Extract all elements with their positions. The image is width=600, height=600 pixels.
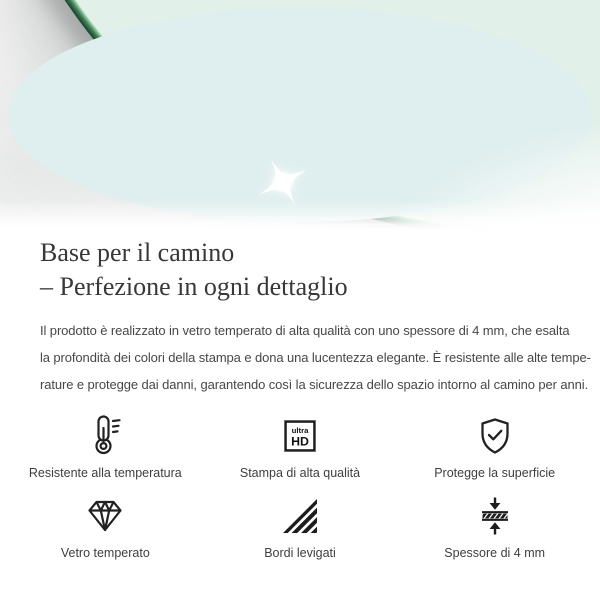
feature-label: Resistente alla temperatura — [28, 466, 182, 480]
ultra-hd-text-bottom: HD — [291, 434, 309, 449]
feature-label: Vetro temperato — [60, 546, 150, 560]
ultra-hd-text-top: ultra — [291, 426, 309, 436]
page-title — [0, 236, 600, 304]
shield-check-icon — [475, 413, 515, 459]
product-description — [0, 317, 600, 398]
product-photo — [0, 0, 600, 230]
polished-edges-icon — [281, 493, 319, 539]
feature-label: Protegge la superficie — [434, 466, 556, 480]
feature-temperature — [8, 413, 203, 480]
feature-thickness — [397, 493, 592, 560]
title-line-2: – Perfezione in ogni dettaglio — [40, 272, 348, 301]
description-line-2: la profondità dei colori della stampa e dona una lucentezza elegante. È resistente alle alte tempe- — [40, 350, 591, 365]
feature-polished-edges — [203, 493, 398, 560]
description-line-3: rature e protegge dai danni, garantendo così la sicurezza dello spazio intorno al camino per anni. — [40, 377, 589, 392]
features-grid — [0, 413, 600, 560]
compressed-thickness-icon — [475, 493, 515, 539]
feature-surface-protection — [397, 413, 592, 480]
thermometer-icon — [85, 413, 125, 459]
feature-tempered-glass — [8, 493, 203, 560]
ultra-hd-icon — [281, 413, 319, 459]
feature-label: Stampa di alta qualità — [239, 466, 361, 480]
feature-print-quality — [203, 413, 398, 480]
description-line-1: Il prodotto è realizzato in vetro temperato di alta qualità con uno spessore di 4 mm, che esalta — [40, 323, 570, 338]
feature-label: Spessore di 4 mm — [444, 546, 546, 560]
feature-label: Bordi levigati — [264, 546, 336, 560]
diamond-icon — [85, 493, 125, 539]
title-line-1: Base per il camino — [40, 238, 235, 267]
